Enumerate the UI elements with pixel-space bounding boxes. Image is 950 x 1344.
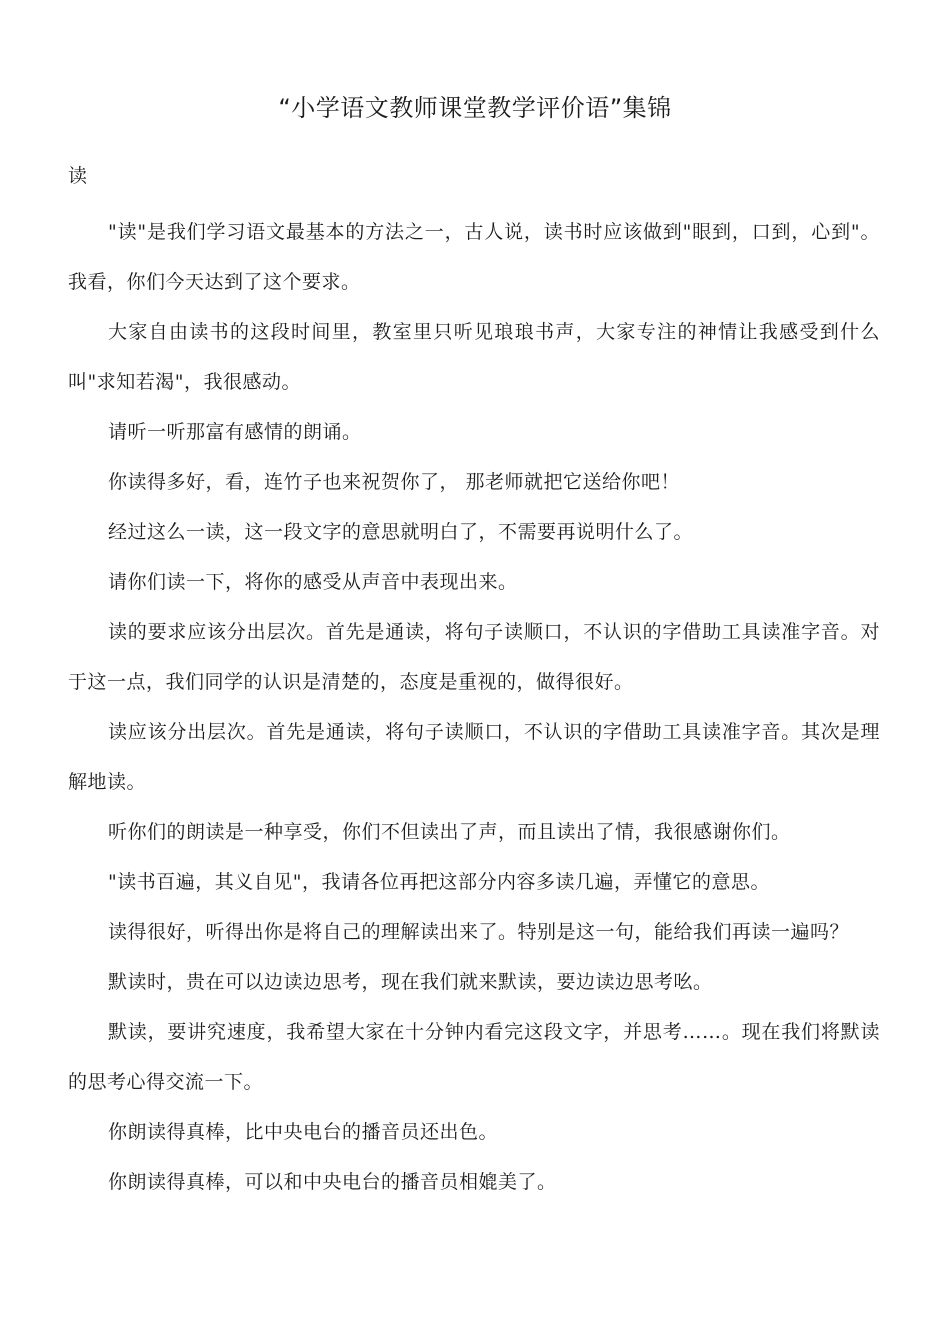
section-heading: 读 [68, 165, 88, 187]
paragraph: 读得很好，听得出你是将自己的理解读出来了。特别是这一句，能给我们再读一遍吗？ [108, 921, 850, 943]
paragraph: 你朗读得真棒，可以和中央电台的播音员相媲美了。 [108, 1171, 557, 1193]
document-body [68, 207, 880, 1207]
paragraph: "读书百遍，其义自见"，我请各位再把这部分内容多读几遍，弄懂它的意思。 [108, 871, 770, 893]
document-title: “小学语文教师课堂教学评价语”集锦 [278, 94, 672, 122]
paragraph: 读的要求应该分出层次。首先是通读，将句子读顺口，不认识的字借助工具读准字音。对于这一点，我们同学的认识是清楚的，态度是重视的，做得很好。 [68, 621, 880, 693]
paragraph: 默读时，贵在可以边读边思考，现在我们就来默读，要边读边思考吆。 [108, 971, 713, 993]
paragraph: 你朗读得真棒，比中央电台的播音员还出色。 [108, 1121, 499, 1143]
paragraph: 请你们读一下，将你的感受从声音中表现出来。 [108, 571, 518, 593]
paragraph: 读应该分出层次。首先是通读，将句子读顺口，不认识的字借助工具读准字音。其次是理解地读。 [68, 721, 880, 793]
paragraph: 你读得多好，看，连竹子也来祝贺你了， 那老师就把它送给你吧！ [108, 471, 681, 493]
paragraph: "读"是我们学习语文最基本的方法之一，古人说，读书时应该做到"眼到，口到，心到"。我看，你们今天达到了这个要求。 [68, 221, 880, 293]
paragraph: 大家自由读书的这段时间里，教室里只听见琅琅书声，大家专注的神情让我感受到什么叫"求知若渴"，我很感动。 [68, 321, 880, 393]
paragraph: 听你们的朗读是一种享受，你们不但读出了声，而且读出了情，我很感谢你们。 [108, 821, 791, 843]
paragraph: 请听一听那富有感情的朗诵。 [108, 421, 362, 443]
paragraph: 默读，要讲究速度，我希望大家在十分钟内看完这段文字，并思考……。现在我们将默读的思考心得交流一下。 [68, 1021, 880, 1093]
paragraph: 经过这么一读，这一段文字的意思就明白了，不需要再说明什么了。 [108, 521, 694, 543]
